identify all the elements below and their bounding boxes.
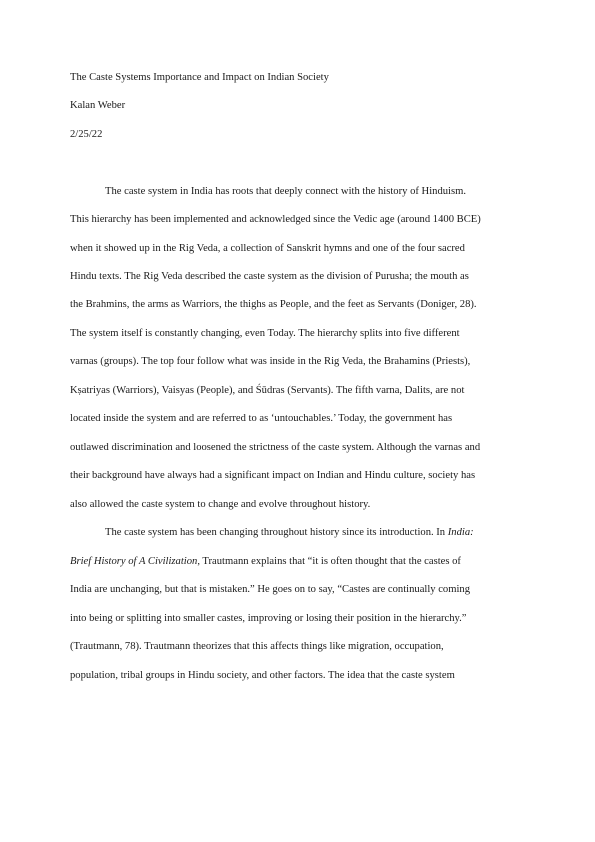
paragraph-line: when it showed up in the Rig Veda, a collection of Sanskrit hymns and one of the four sacred [70, 243, 465, 254]
paragraph-line: population, tribal groups in Hindu society, and other factors. The idea that the caste system [70, 670, 455, 681]
paragraph-line: (Trautmann, 78). Trautmann theorizes that this affects things like migration, occupation, [70, 641, 444, 652]
document-date: 2/25/22 [70, 129, 103, 140]
paragraph-line [70, 555, 461, 569]
document-title: The Caste Systems Importance and Impact on Indian Society [70, 72, 329, 83]
paragraph-text: , Trautmann explains that “it is often thought that the castes of [197, 556, 461, 567]
paragraph-text: The caste system has been changing throughout history since its introduction. In [105, 527, 448, 538]
paragraph-line: outlawed discrimination and loosened the strictness of the caste system. Although the varnas and [70, 442, 481, 453]
paragraph-line: India are unchanging, but that is mistaken.” He goes on to say, “Castes are continually coming [70, 584, 471, 595]
paragraph-line: into being or splitting into smaller castes, improving or losing their position in the hierarchy.” [70, 613, 467, 624]
paragraph-line: The system itself is constantly changing, even Today. The hierarchy splits into five different [70, 328, 460, 339]
paragraph-line [105, 526, 474, 540]
paragraph-line: their background have always had a significant impact on Indian and Hindu culture, society has [70, 470, 476, 481]
paragraph-line: This hierarchy has been implemented and acknowledged since the Vedic age (around 1400 BCE) [70, 214, 481, 225]
paragraph-line: the Brahmins, the arms as Warriors, the thighs as People, and the feet as Servants (Doniger, 28). [70, 299, 477, 310]
paragraph-line: The caste system in India has roots that deeply connect with the history of Hinduism. [105, 186, 466, 197]
paragraph-line: also allowed the caste system to change and evolve throughout history. [70, 499, 371, 510]
paragraph-line: varnas (groups). The top four follow what was inside in the Rig Veda, the Brahamins (Priests), [70, 356, 471, 367]
book-title-italic: Brief History of A Civilization [70, 556, 198, 567]
paragraph-line: Kṣatriyas (Warriors), Vaisyas (People), and Śūdras (Servants). The fifth varna, Dalits, are not [70, 385, 465, 396]
paragraph-line: located inside the system and are referred to as ‘untouchables.’ Today, the government has [70, 413, 453, 424]
book-title-italic: India: [447, 527, 474, 538]
author-name: Kalan Weber [70, 100, 126, 111]
paragraph-line: Hindu texts. The Rig Veda described the caste system as the division of Purusha; the mouth as [70, 271, 469, 282]
